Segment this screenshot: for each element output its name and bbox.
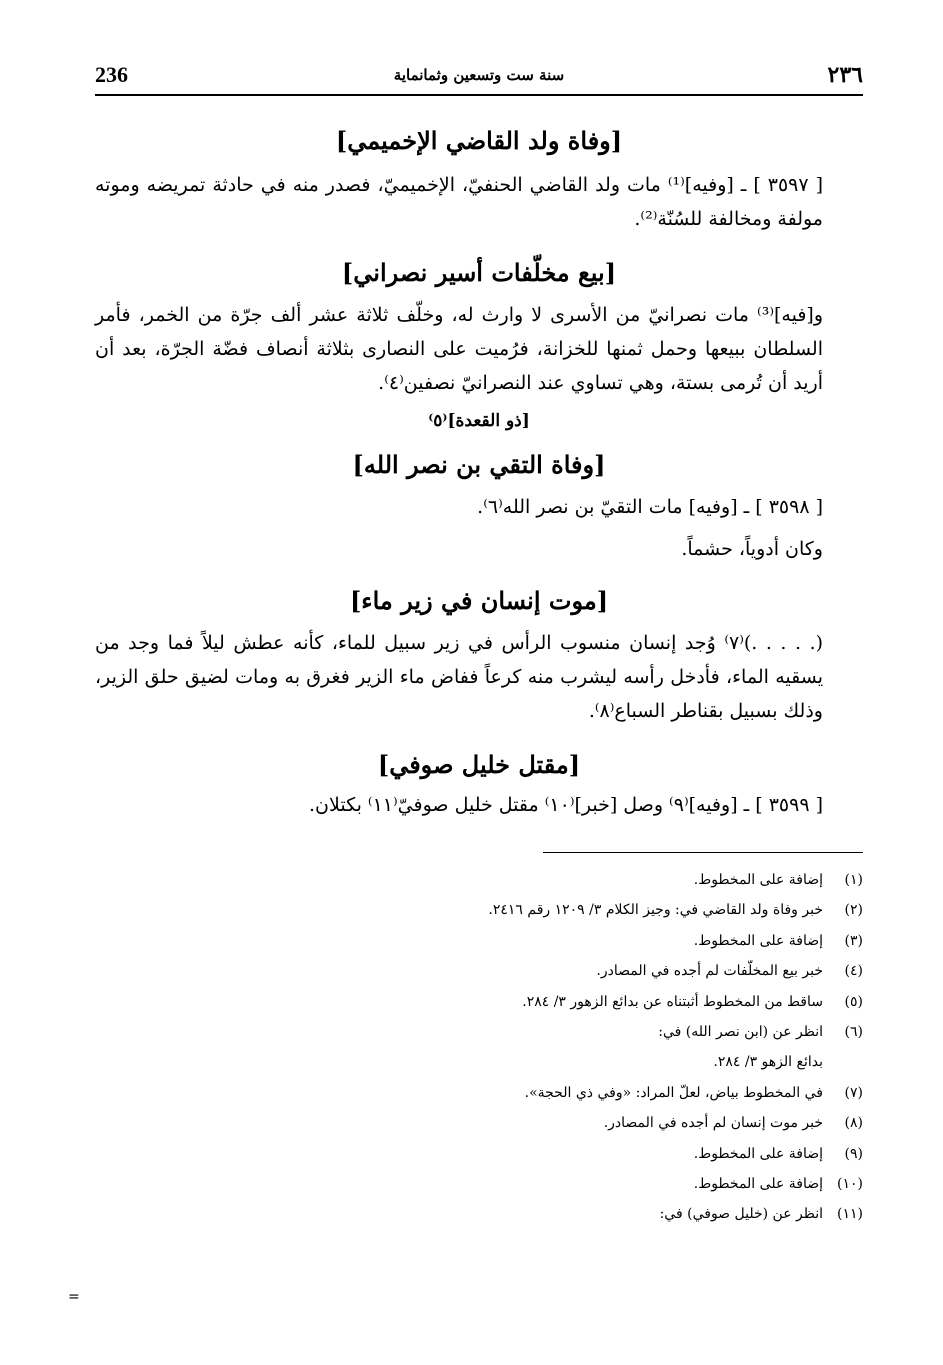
footnote (95, 865, 863, 895)
footnote-number: (٨) (844, 1115, 863, 1132)
margin-mark: = (68, 1289, 80, 1305)
section-title: [بيع مخلّفات أسير نصراني] (341, 258, 617, 287)
paragraph: و[فيه]⁽³⁾ مات نصرانيّ من الأسرى لا وارث له، وخلّف ثلاثة عشر ألف جرّة من الخمر، فأمر السلطان ببيعها وحمل ثمنها للخزانة، فرُميت على النصارى بثلاثة أنصاف فضّة الجرّة، بعد أن أريد أن تُرمى بستة، وهي تساوي عند النصرانيّ نصفين⁽٤⁾. (95, 304, 823, 394)
footnote (95, 1108, 863, 1138)
footnote (95, 1139, 863, 1169)
footnote-text: انظر عن (ابن نصر الله) في: (658, 1024, 823, 1041)
page-number-latin: 236 (95, 62, 128, 87)
footnote-number: (٥) (844, 993, 863, 1010)
section-title: [وفاة ولد القاضي الإخميمي] (335, 126, 623, 155)
paragraph: وكان أدوياً، حشماً. (681, 538, 823, 560)
footnote-number: (٧) (844, 1084, 863, 1101)
footnote-text: إضافة على المخطوط. (693, 1176, 823, 1193)
footnote-text: خبر وفاة ولد القاضي في: وجيز الكلام ٣/ ١٢٠٩ رقم ٢٤١٦. (488, 902, 823, 919)
footnote (95, 987, 863, 1017)
footnote-number: (١) (844, 872, 863, 888)
page-header (95, 58, 863, 96)
footnote (95, 895, 863, 925)
footnote-number: (١٠) (837, 1176, 863, 1193)
footnote-text: إضافة على المخطوط. (693, 932, 823, 949)
footnote-text: في المخطوط بياض، لعلّ المراد: «وفي ذي الحجة». (524, 1084, 823, 1101)
footnote-number: (٤) (844, 963, 863, 980)
section-title: [وفاة التقي بن نصر الله] (352, 450, 606, 479)
footnote-text: إضافة على المخطوط. (693, 872, 823, 888)
footnote-text: خبر موت إنسان لم أجده في المصادر. (603, 1115, 823, 1132)
paragraph: [ ٣٥٩٩ ] ـ [وفيه]⁽٩⁾ وصل [خبر]⁽١٠⁾ مقتل خليل صوفيّ⁽١١⁾ بكتلان. (309, 794, 823, 816)
footnote-number: (١١) (837, 1206, 863, 1223)
footnote-number: (٦) (844, 1024, 863, 1041)
footnote-text: خبر بيع المخلّفات لم أجده في المصادر. (596, 963, 823, 980)
main-text (95, 124, 863, 1230)
footnote-continuation: بدائع الزهو ٣/ ٢٨٤. (713, 1054, 823, 1071)
footnote (95, 1078, 863, 1108)
footnotes (95, 865, 863, 1230)
footnote-number: (٩) (844, 1145, 863, 1162)
footnote-divider (543, 852, 863, 853)
footnote (95, 956, 863, 986)
footnote (95, 1017, 863, 1047)
footnote-text: ساقط من المخطوط أثبتناه عن بدائع الزهور ٣/ ٢٨٤. (522, 993, 823, 1010)
section-title: [مقتل خليل صوفي] (377, 750, 581, 779)
page (95, 58, 863, 1230)
section-title: [موت إنسان في زير ماء] (349, 586, 609, 615)
paragraph: [ ٣٥٩٨ ] ـ [وفيه] مات التقيّ بن نصر الله⁽٦⁾. (477, 496, 823, 518)
footnote-text: انظر عن (خليل صوفي) في: (659, 1206, 823, 1223)
footnote (95, 1199, 863, 1229)
footnote-number: (٢) (844, 902, 863, 919)
running-title: سنة ست وتسعين وثمانماية (393, 66, 565, 84)
month-heading: [ذو القعدة]⁽٥⁾ (428, 411, 530, 431)
footnote-number: (٣) (844, 932, 863, 949)
footnote (95, 1169, 863, 1199)
paragraph: [ ٣٥٩٧ ] ـ [وفيه]⁽¹⁾ مات ولد القاضي الحنفيّ، الإخميميّ، فصدر منه في حادثة تمريضه وموته مولفة ومخالفة للسُنّة⁽²⁾. (95, 174, 823, 230)
page-number-arabic: ٢٣٦ (827, 62, 863, 88)
footnote (95, 926, 863, 956)
footnote-text: إضافة على المخطوط. (693, 1145, 823, 1162)
paragraph: (. . . . .)⁽٧⁾ وُجد إنسان منسوب الرأس في زير سبيل للماء، كأنه عطش ليلاً فما وجد من يسقيه الماء، فأدخل رأسه ليشرب منه كرعاً ففاض ماء الزير فغرق به ومات لضيق حلق الزير، وذلك بسبيل بقناطر السباع⁽٨⁾. (95, 632, 823, 722)
